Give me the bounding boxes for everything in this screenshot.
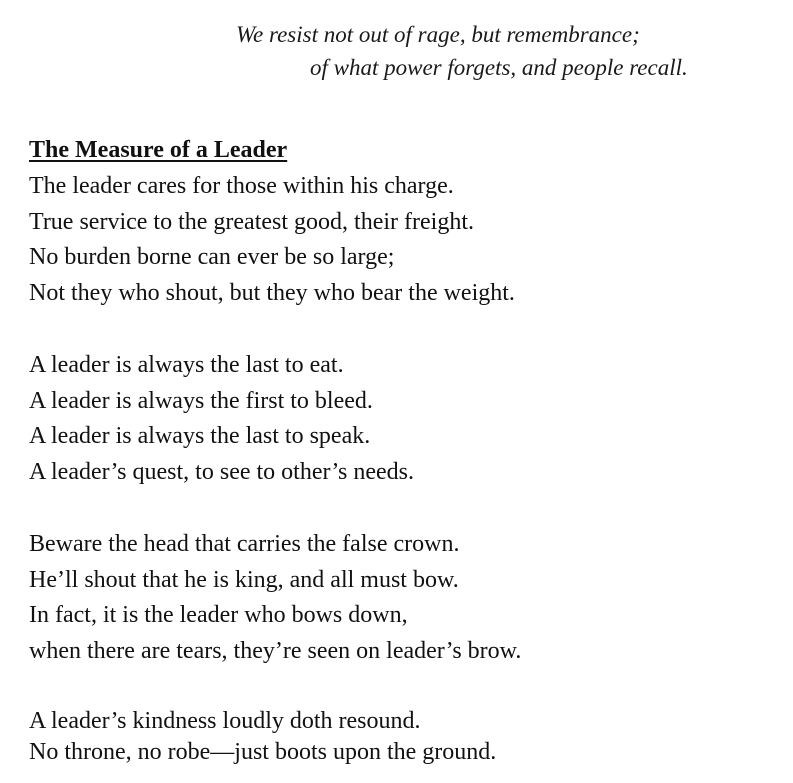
verse-line: A leader is always the last to eat. bbox=[29, 351, 344, 378]
verse-line: when there are tears, they’re seen on leader’s brow. bbox=[29, 638, 522, 665]
poem-title: The Measure of a Leader bbox=[29, 137, 288, 163]
verse-line: A leader is always the first to bleed. bbox=[29, 387, 373, 414]
verse-line: In fact, it is the leader who bows down, bbox=[29, 602, 408, 629]
verse-line: Beware the head that carries the false crown. bbox=[29, 530, 460, 557]
epigraph-line-2: of what power forgets, and people recall. bbox=[310, 55, 688, 80]
verse-line: Not they who shout, but they who bear the weight. bbox=[29, 280, 515, 307]
stanza-1 bbox=[29, 169, 779, 312]
verse-line: No burden borne can ever be so large; bbox=[29, 244, 395, 271]
verse-line: A leader’s quest, to see to other’s needs. bbox=[29, 459, 415, 486]
epigraph-line-1: We resist not out of rage, but remembrance; bbox=[236, 22, 640, 47]
poem bbox=[29, 133, 779, 768]
verse-line: The leader cares for those within his charge. bbox=[29, 172, 454, 199]
verse-line: No throne, no robe—just boots upon the ground. bbox=[29, 738, 497, 765]
verse-line: True service to the greatest good, their freight. bbox=[29, 208, 474, 235]
verse-line: He’ll shout that he is king, and all must bow. bbox=[29, 566, 459, 593]
verse-line: A leader is always the last to speak. bbox=[29, 423, 371, 450]
stanza-4 bbox=[29, 706, 779, 768]
stanza-2 bbox=[29, 348, 779, 491]
stanza-3 bbox=[29, 527, 779, 670]
verse-line: A leader’s kindness loudly doth resound. bbox=[29, 707, 421, 734]
